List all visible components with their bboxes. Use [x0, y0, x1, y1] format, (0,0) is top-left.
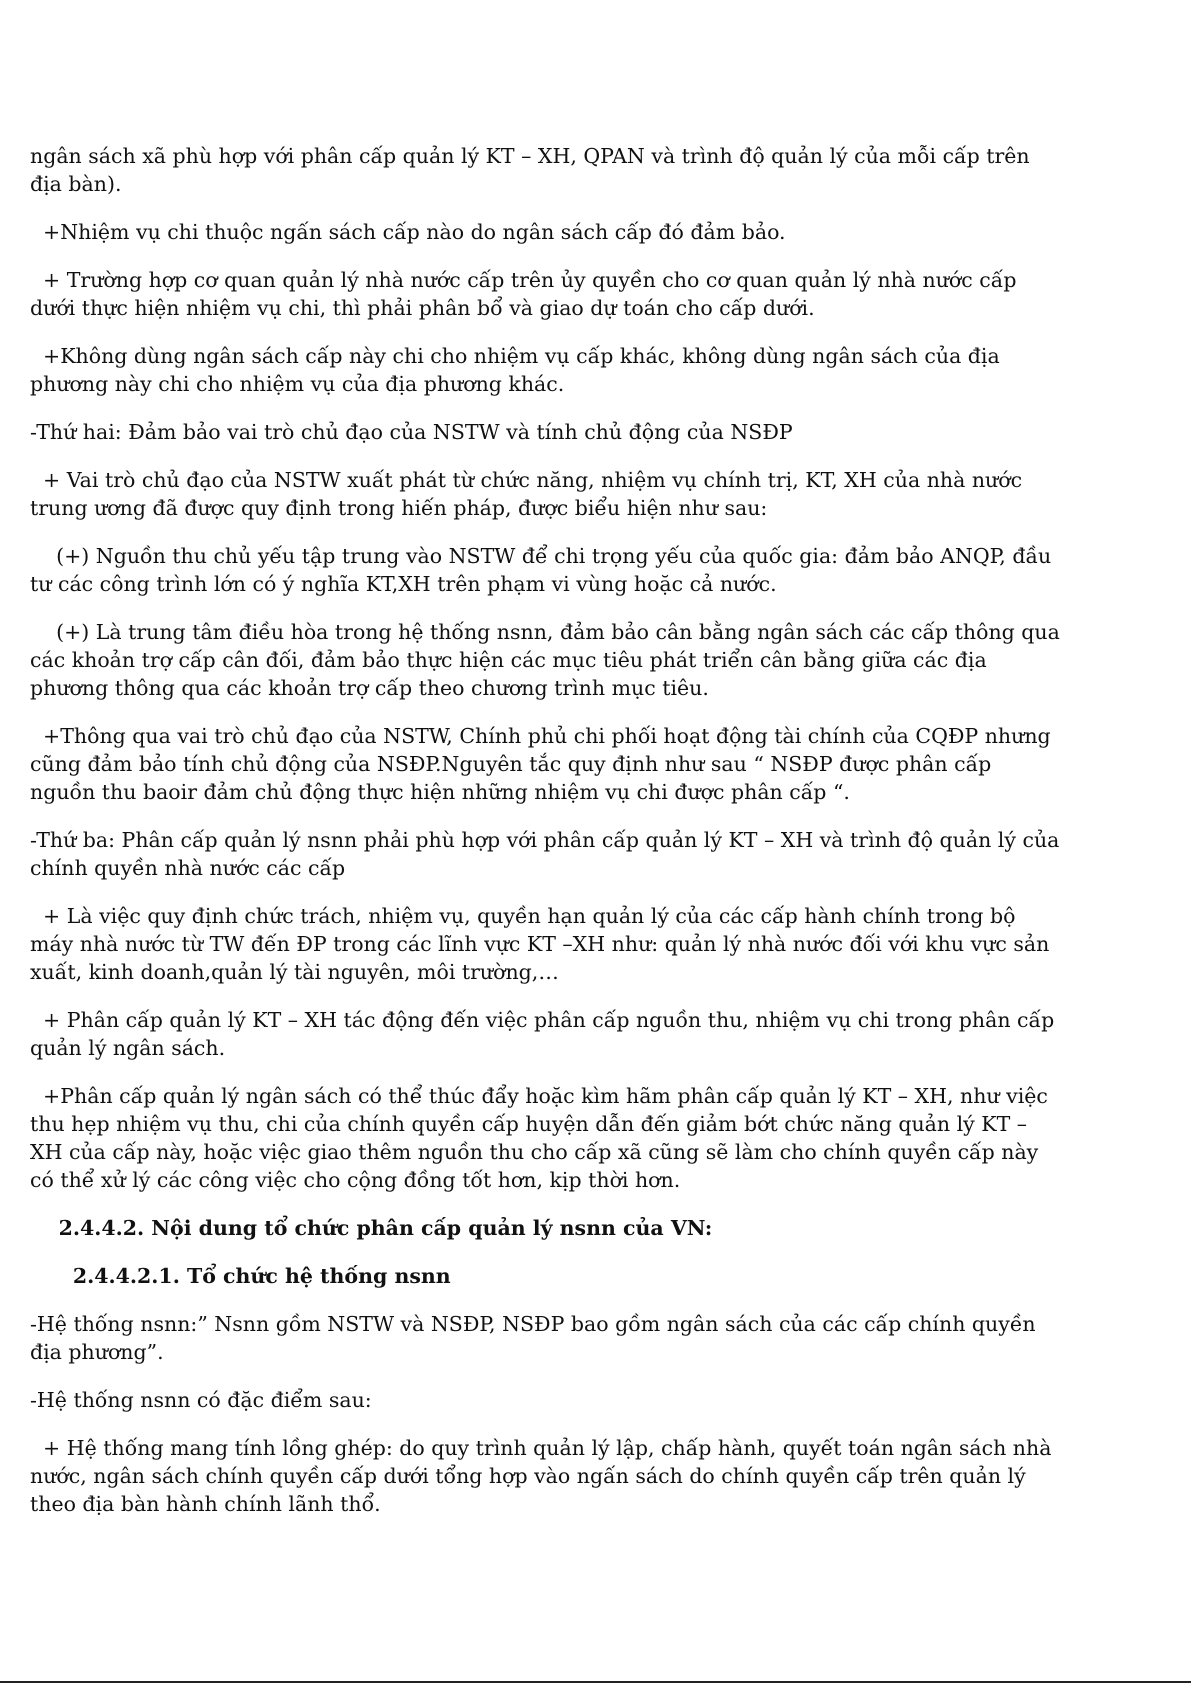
paragraph: + Phân cấp quản lý KT – XH tác động đến việc phân cấp nguồn thu, nhiệm vụ chi trong phân cấp quản lý ngân sách.: [30, 1008, 1061, 1060]
subsection-heading: 2.4.4.2.1. Tổ chức hệ thống nsnn: [30, 1264, 451, 1288]
paragraph: -Hệ thống nsnn có đặc điểm sau:: [30, 1388, 372, 1412]
paragraph: + Là việc quy định chức trách, nhiệm vụ, quyền hạn quản lý của các cấp hành chính trong bộ máy nhà nước từ TW đến ĐP trong các lĩnh vực KT –XH như: quản lý nhà nước đối với khu vực sản xuất, kinh doanh,quản lý tài nguyên, môi trường,…: [30, 904, 1056, 984]
paragraph: -Thứ hai: Đảm bảo vai trò chủ đạo của NSTW và tính chủ động của NSĐP: [30, 420, 793, 444]
paragraph: +Thông qua vai trò chủ đạo của NSTW, Chính phủ chi phối hoạt động tài chính của CQĐP nhưng cũng đảm bảo tính chủ động của NSĐP.Nguyên tắc quy định như sau “ NSĐP được phân cấp nguồn thu baoir đảm chủ động thực hiện những nhiệm vụ chi được phân cấp “.: [30, 724, 1058, 804]
paragraph: ngân sách xã phù hợp với phân cấp quản lý KT – XH, QPAN và trình độ quản lý của mỗi cấp trên địa bàn).: [30, 144, 1037, 196]
section-heading: 2.4.4.2. Nội dung tổ chức phân cấp quản lý nsnn của VN:: [30, 1216, 713, 1240]
paragraph: +Không dùng ngân sách cấp này chi cho nhiệm vụ cấp khác, không dùng ngân sách của địa phương này chi cho nhiệm vụ của địa phương khác.: [30, 344, 1007, 396]
paragraph: + Hệ thống mang tính lồng ghép: do quy trình quản lý lập, chấp hành, quyết toán ngân sách nhà nước, ngân sách chính quyền cấp dưới tổng hợp vào ngấn sách do chính quyền cấp trên quản lý theo địa bàn hành chính lãnh thổ.: [30, 1436, 1058, 1516]
paragraph: (+) Nguồn thu chủ yếu tập trung vào NSTW để chi trọng yếu của quốc gia: đảm bảo ANQP, đầu tư các công trình lớn có ý nghĩa KT,XH trên phạm vi vùng hoặc cả nước.: [30, 544, 1058, 596]
paragraph: -Thứ ba: Phân cấp quản lý nsnn phải phù hợp với phân cấp quản lý KT – XH và trình độ quản lý của chính quyền nhà nước các cấp: [30, 828, 1066, 880]
paragraph: (+) Là trung tâm điều hòa trong hệ thống nsnn, đảm bảo cân bằng ngân sách các cấp thông qua các khoản trợ cấp cân đối, đảm bảo thực hiện các mục tiêu phát triển cân bằng giữa các địa phương thông qua các khoản trợ cấp theo chương trình mục tiêu.: [30, 620, 1067, 700]
paragraph: +Nhiệm vụ chi thuộc ngấn sách cấp nào do ngân sách cấp đó đảm bảo.: [30, 220, 786, 244]
paragraph: +Phân cấp quản lý ngân sách có thể thúc đẩy hoặc kìm hãm phân cấp quản lý KT – XH, như việc thu hẹp nhiệm vụ thu, chi của chính quyền cấp huyện dẫn đến giảm bớt chức năng quản lý KT – XH của cấp này, hoặc việc giao thêm nguồn thu cho cấp xã cũng sẽ làm cho chính quyền cấp này có thể xử lý các công việc cho cộng đồng tốt hơn, kịp thời hơn.: [30, 1084, 1055, 1192]
paragraph: -Hệ thống nsnn:” Nsnn gồm NSTW và NSĐP, NSĐP bao gồm ngân sách của các cấp chính quyền địa phương”.: [30, 1312, 1043, 1364]
document-page: [30, 142, 1067, 1538]
page-bottom-border: [0, 1681, 1191, 1683]
paragraph: + Trường hợp cơ quan quản lý nhà nước cấp trên ủy quyền cho cơ quan quản lý nhà nước cấp dưới thực hiện nhiệm vụ chi, thì phải phân bổ và giao dự toán cho cấp dưới.: [30, 268, 1023, 320]
paragraph: + Vai trò chủ đạo của NSTW xuất phát từ chức năng, nhiệm vụ chính trị, KT, XH của nhà nước trung ương đã được quy định trong hiến pháp, được biểu hiện như sau:: [30, 468, 1029, 520]
